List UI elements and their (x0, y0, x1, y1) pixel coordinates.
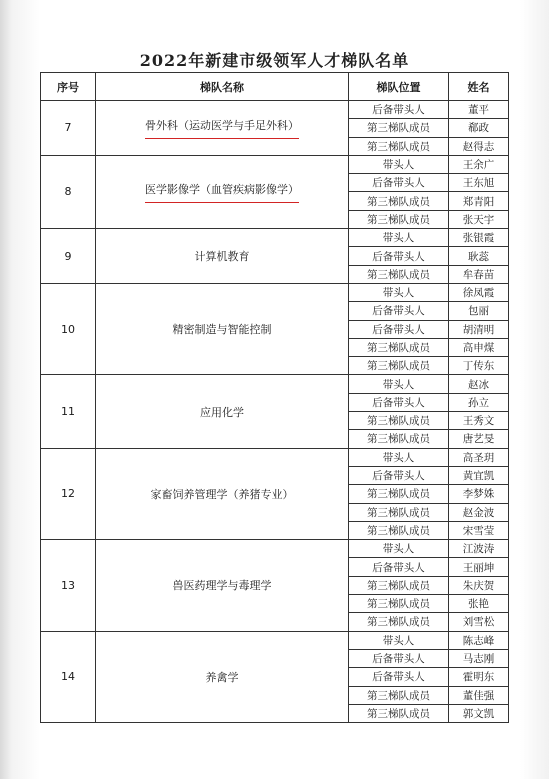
member-name-cell: 高圣玥 (449, 448, 509, 466)
table-body (41, 101, 509, 723)
member-position-cell: 后备带头人 (349, 668, 449, 686)
team-name: 计算机教育 (194, 250, 250, 264)
member-name-cell: 张艳 (449, 595, 509, 613)
member-position-cell: 第三梯队成员 (349, 430, 449, 448)
team-name-cell (96, 375, 349, 448)
member-name-cell: 王余广 (449, 155, 509, 173)
member-name-cell: 宋雪莹 (449, 521, 509, 539)
member-name-cell: 胡清明 (449, 320, 509, 338)
member-position-cell: 后备带头人 (349, 247, 449, 265)
member-name-cell: 高申煤 (449, 338, 509, 356)
member-name-cell: 马志刚 (449, 649, 509, 667)
team-seq-cell: 14 (41, 631, 96, 722)
member-position-cell: 后备带头人 (349, 101, 449, 119)
member-position-cell: 第三梯队成员 (349, 704, 449, 722)
member-position-cell: 带头人 (349, 375, 449, 393)
member-name-cell: 张天宇 (449, 210, 509, 228)
team-seq-cell: 11 (41, 375, 96, 448)
team-seq-cell: 12 (41, 448, 96, 539)
member-position-cell: 带头人 (349, 631, 449, 649)
team-seq-cell: 13 (41, 540, 96, 631)
team-name-cell (96, 631, 349, 722)
member-position-cell: 后备带头人 (349, 174, 449, 192)
page-title: 2022年新建市级领军人才梯队名单 (139, 51, 410, 70)
member-name-cell: 刘雪松 (449, 613, 509, 631)
member-name-cell: 王东旭 (449, 174, 509, 192)
member-name-cell: 赵金波 (449, 503, 509, 521)
member-position-cell: 带头人 (349, 448, 449, 466)
member-position-cell: 后备带头人 (349, 558, 449, 576)
table-row (41, 375, 509, 393)
member-name-cell: 霍明东 (449, 668, 509, 686)
member-position-cell: 后备带头人 (349, 393, 449, 411)
member-name-cell: 董平 (449, 101, 509, 119)
team-name-cell (96, 283, 349, 374)
member-name-cell: 郭文凯 (449, 704, 509, 722)
member-name-cell: 郗政 (449, 119, 509, 137)
member-position-cell: 带头人 (349, 229, 449, 247)
team-name: 养禽学 (205, 670, 239, 684)
member-position-cell: 第三梯队成员 (349, 357, 449, 375)
member-position-cell: 第三梯队成员 (349, 210, 449, 228)
team-name-cell (96, 448, 349, 539)
team-seq-cell: 9 (41, 229, 96, 284)
table-row (41, 155, 509, 173)
team-name-cell (96, 101, 349, 156)
header-position: 梯队位置 (349, 73, 449, 101)
member-position-cell: 第三梯队成员 (349, 576, 449, 594)
team-name: 应用化学 (200, 405, 244, 419)
table-row (41, 283, 509, 301)
member-name-cell: 赵得志 (449, 137, 509, 155)
member-name-cell: 郑青阳 (449, 192, 509, 210)
member-name-cell: 徐凤霞 (449, 283, 509, 301)
member-position-cell: 第三梯队成员 (349, 613, 449, 631)
member-position-cell: 带头人 (349, 155, 449, 173)
member-name-cell: 唐艺旻 (449, 430, 509, 448)
table-row (41, 229, 509, 247)
member-position-cell: 带头人 (349, 540, 449, 558)
member-position-cell: 后备带头人 (349, 649, 449, 667)
member-name-cell: 朱庆贺 (449, 576, 509, 594)
member-name-cell: 丁传东 (449, 357, 509, 375)
member-position-cell: 第三梯队成员 (349, 338, 449, 356)
team-name-cell (96, 229, 349, 284)
member-position-cell: 第三梯队成员 (349, 119, 449, 137)
team-seq-cell: 10 (41, 283, 96, 374)
member-name-cell: 赵冰 (449, 375, 509, 393)
team-name-cell (96, 540, 349, 631)
member-position-cell: 第三梯队成员 (349, 137, 449, 155)
member-name-cell: 李梦姝 (449, 485, 509, 503)
member-name-cell: 孙立 (449, 393, 509, 411)
table-header-row (41, 73, 509, 101)
member-name-cell: 陈志峰 (449, 631, 509, 649)
table-row (41, 101, 509, 119)
header-seq: 序号 (41, 73, 96, 101)
team-name: 精密制造与智能控制 (172, 323, 272, 337)
member-name-cell: 王丽坤 (449, 558, 509, 576)
member-position-cell: 第三梯队成员 (349, 265, 449, 283)
team-seq-cell: 8 (41, 155, 96, 228)
header-name: 姓名 (449, 73, 509, 101)
member-position-cell: 后备带头人 (349, 320, 449, 338)
talent-team-table (40, 72, 509, 723)
member-name-cell: 王秀文 (449, 412, 509, 430)
member-position-cell: 第三梯队成员 (349, 412, 449, 430)
member-name-cell: 江波涛 (449, 540, 509, 558)
member-name-cell: 牟春苗 (449, 265, 509, 283)
member-name-cell: 耿蕊 (449, 247, 509, 265)
team-name-underlined: 医学影像学（血管疾病影像学） (145, 181, 299, 203)
member-position-cell: 第三梯队成员 (349, 503, 449, 521)
table-row (41, 631, 509, 649)
member-position-cell: 第三梯队成员 (349, 686, 449, 704)
member-position-cell: 第三梯队成员 (349, 521, 449, 539)
member-position-cell: 后备带头人 (349, 466, 449, 484)
member-name-cell: 张银霞 (449, 229, 509, 247)
member-position-cell: 带头人 (349, 283, 449, 301)
header-team: 梯队名称 (96, 73, 349, 101)
table-row (41, 540, 509, 558)
member-position-cell: 第三梯队成员 (349, 192, 449, 210)
team-name: 兽医药理学与毒理学 (172, 579, 272, 593)
member-name-cell: 包丽 (449, 302, 509, 320)
team-seq-cell: 7 (41, 101, 96, 156)
member-name-cell: 董佳强 (449, 686, 509, 704)
team-name-cell (96, 155, 349, 228)
table-row (41, 448, 509, 466)
team-name-underlined: 骨外科（运动医学与手足外科） (145, 117, 299, 139)
member-name-cell: 黄宜凯 (449, 466, 509, 484)
member-position-cell: 第三梯队成员 (349, 485, 449, 503)
member-position-cell: 第三梯队成员 (349, 595, 449, 613)
member-position-cell: 后备带头人 (349, 302, 449, 320)
team-name: 家畜饲养管理学（养猪专业） (150, 487, 294, 501)
